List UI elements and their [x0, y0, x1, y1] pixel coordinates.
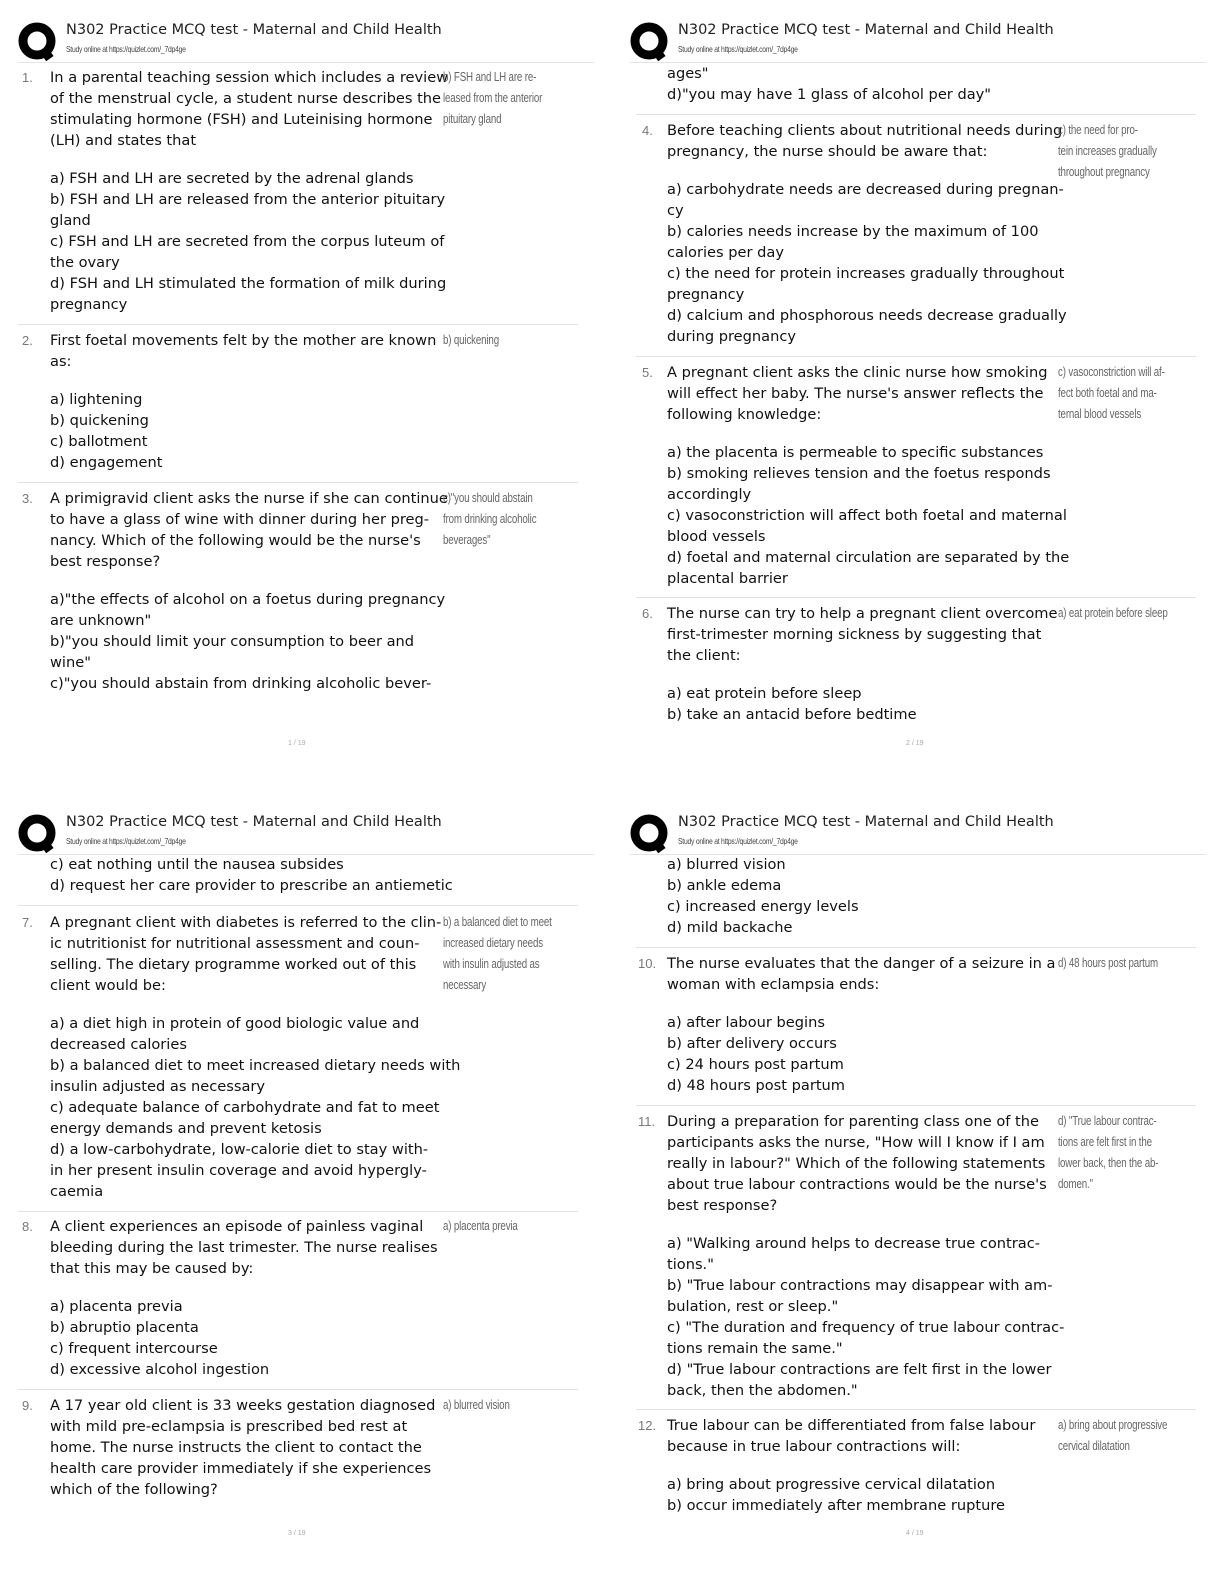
- document-title: N302 Practice MCQ test - Maternal and Child Health: [66, 814, 442, 830]
- question-text: The nurse evaluates that the danger of a seizure in a: [667, 955, 1056, 972]
- question-text: A 17 year old client is 33 weeks gestation diagnosed: [50, 1397, 436, 1414]
- option-a: a) after labour begins: [667, 1014, 825, 1031]
- option-c: tions remain the same.": [667, 1340, 843, 1357]
- answer-text: tein increases gradually: [1058, 144, 1157, 158]
- option-a: a) a diet high in protein of good biologic value and: [50, 1015, 420, 1032]
- answer-text: throughout pregnancy: [1058, 165, 1150, 179]
- answer-text: d) "True labour contrac-: [1058, 1114, 1157, 1128]
- question-divider: [636, 947, 1196, 948]
- question-text: A pregnant client asks the clinic nurse how smoking: [667, 364, 1048, 381]
- question-text: client would be:: [50, 977, 166, 994]
- option-b: b) smoking relieves tension and the foetus responds: [667, 465, 1051, 482]
- option-c: pregnancy: [667, 286, 745, 303]
- answer-text: a) eat protein before sleep: [1058, 606, 1168, 620]
- option-d: d) mild backache: [667, 919, 793, 936]
- question-text: selling. The dietary programme worked out of this: [50, 956, 417, 973]
- page-3: [0, 792, 612, 1584]
- option-b: b) quickening: [50, 412, 149, 429]
- option-b: b) abruptio placenta: [50, 1319, 199, 1336]
- question-text: that this may be caused by:: [50, 1260, 254, 1277]
- question-divider: [18, 1211, 578, 1212]
- question-divider: [636, 356, 1196, 357]
- option-a: a) placenta previa: [50, 1298, 183, 1315]
- option-c: c)"you should abstain from drinking alcoholic bever-: [50, 675, 432, 692]
- option-d: d) request her care provider to prescribe an antiemetic: [50, 877, 453, 894]
- answer-text: a) bring about progressive: [1058, 1418, 1168, 1432]
- answer-text: ternal blood vessels: [1058, 407, 1142, 421]
- page-2: [612, 0, 1224, 792]
- answer-text: from drinking alcoholic: [443, 512, 537, 526]
- option-c: c) increased energy levels: [667, 898, 859, 915]
- option-b: b) after delivery occurs: [667, 1035, 837, 1052]
- question-text: health care provider immediately if she experiences: [50, 1460, 432, 1477]
- question-text: to have a glass of wine with dinner during her preg-: [50, 511, 430, 528]
- question-number: 3.: [22, 491, 33, 506]
- option-d: d)"you may have 1 glass of alcohol per day": [667, 86, 991, 103]
- option-a: a) lightening: [50, 391, 143, 408]
- continued-text: ages": [667, 65, 709, 82]
- option-d: back, then the abdomen.": [667, 1382, 858, 1399]
- question-text: participants asks the nurse, "How will I know if I am: [667, 1134, 1045, 1151]
- option-b: b) ankle edema: [667, 877, 782, 894]
- option-d: d) FSH and LH stimulated the formation of milk during: [50, 275, 447, 292]
- quizlet-logo-icon: [630, 22, 670, 62]
- question-text: stimulating hormone (FSH) and Luteinising hormone: [50, 111, 433, 128]
- option-d: placental barrier: [667, 570, 788, 587]
- option-d: d) calcium and phosphorous needs decrease gradually: [667, 307, 1067, 324]
- option-c: c) FSH and LH are secreted from the corpus luteum of: [50, 233, 445, 250]
- option-a: a) the placenta is permeable to specific substances: [667, 444, 1044, 461]
- answer-text: c) the need for pro-: [1058, 123, 1138, 137]
- page-number: 2 / 19: [906, 740, 924, 747]
- question-text: about true labour contractions would be the nurse's: [667, 1176, 1047, 1193]
- option-b: wine": [50, 654, 91, 671]
- question-text: home. The nurse instructs the client to contact the: [50, 1439, 422, 1456]
- question-number: 6.: [642, 606, 653, 621]
- question-text: as:: [50, 353, 72, 370]
- option-b: accordingly: [667, 486, 752, 503]
- option-b: b) FSH and LH are released from the anterior pituitary: [50, 191, 446, 208]
- option-c: c) 24 hours post partum: [667, 1056, 844, 1073]
- question-text: will effect her baby. The nurse's answer reflects the: [667, 385, 1044, 402]
- header-divider: [18, 62, 594, 63]
- page-number: 1 / 19: [288, 740, 306, 747]
- question-text: nancy. Which of the following would be the nurse's: [50, 532, 421, 549]
- answer-text: cervical dilatation: [1058, 1439, 1130, 1453]
- question-text: woman with eclampsia ends:: [667, 976, 880, 993]
- answer-text: b) FSH and LH are re-: [443, 70, 537, 84]
- option-c: c) adequate balance of carbohydrate and fat to meet: [50, 1099, 440, 1116]
- option-c: c) the need for protein increases gradually throughout: [667, 265, 1065, 282]
- page-1: [0, 0, 612, 792]
- option-d: d) foetal and maternal circulation are separated by the: [667, 549, 1070, 566]
- option-b: b) take an antacid before bedtime: [667, 706, 917, 723]
- option-c: c) frequent intercourse: [50, 1340, 218, 1357]
- question-text: During a preparation for parenting class one of the: [667, 1113, 1040, 1130]
- question-number: 4.: [642, 123, 653, 138]
- option-b: b)"you should limit your consumption to beer and: [50, 633, 415, 650]
- question-divider: [18, 324, 578, 325]
- answer-text: domen.": [1058, 1177, 1093, 1191]
- question-text: best response?: [50, 553, 161, 570]
- study-online-link[interactable]: Study online at https://quizlet.com/_7dp4ge: [678, 44, 798, 54]
- answer-text: pituitary gland: [443, 112, 502, 126]
- option-b: b) occur immediately after membrane rupture: [667, 1497, 1006, 1514]
- study-online-link[interactable]: Study online at https://quizlet.com/_7dp4ge: [678, 836, 798, 846]
- question-text: first-trimester morning sickness by suggesting that: [667, 626, 1042, 643]
- question-text: ic nutritionist for nutritional assessment and coun-: [50, 935, 420, 952]
- document-title: N302 Practice MCQ test - Maternal and Child Health: [66, 22, 442, 38]
- question-text: A primigravid client asks the nurse if she can continue: [50, 490, 448, 507]
- option-b: b) calories needs increase by the maximum of 100: [667, 223, 1039, 240]
- question-text: (LH) and states that: [50, 132, 197, 149]
- question-divider: [636, 597, 1196, 598]
- question-text: A pregnant client with diabetes is referred to the clin-: [50, 914, 442, 931]
- question-text: really in labour?" Which of the following statements: [667, 1155, 1046, 1172]
- question-text: pregnancy, the nurse should be aware that:: [667, 143, 988, 160]
- page-number: 4 / 19: [906, 1530, 924, 1537]
- answer-text: c) vasoconstriction will af-: [1058, 365, 1165, 379]
- answer-text: necessary: [443, 978, 487, 992]
- question-text: A client experiences an episode of painless vaginal: [50, 1218, 424, 1235]
- option-a: a) eat protein before sleep: [667, 685, 862, 702]
- page-number: 3 / 19: [288, 1530, 306, 1537]
- question-number: 11.: [638, 1114, 656, 1129]
- option-d: during pregnancy: [667, 328, 797, 345]
- question-number: 12.: [638, 1418, 657, 1433]
- option-a: cy: [667, 202, 684, 219]
- option-a: tions.": [667, 1256, 714, 1273]
- answer-text: c)"you should abstain: [443, 491, 533, 505]
- option-c: c) eat nothing until the nausea subsides: [50, 856, 344, 873]
- answer-text: leased from the anterior: [443, 91, 543, 105]
- study-online-link[interactable]: Study online at https://quizlet.com/_7dp4ge: [66, 836, 186, 846]
- option-a: a) blurred vision: [667, 856, 786, 873]
- answer-text: increased dietary needs: [443, 936, 543, 950]
- question-number: 9.: [22, 1398, 33, 1413]
- option-b: b) a balanced diet to meet increased dietary needs with: [50, 1057, 461, 1074]
- option-c: the ovary: [50, 254, 120, 271]
- question-divider: [18, 905, 578, 906]
- question-text: True labour can be differentiated from false labour: [667, 1417, 1036, 1434]
- answer-text: a) blurred vision: [443, 1398, 510, 1412]
- quizlet-logo-icon: [18, 814, 58, 854]
- question-divider: [636, 1105, 1196, 1106]
- question-text: In a parental teaching session which includes a review: [50, 69, 449, 86]
- question-number: 10.: [638, 956, 657, 971]
- question-divider: [636, 114, 1196, 115]
- option-d: d) 48 hours post partum: [667, 1077, 846, 1094]
- option-a: a)"the effects of alcohol on a foetus during pregnancy: [50, 591, 446, 608]
- answer-text: tions are felt first in the: [1058, 1135, 1152, 1149]
- option-c: energy demands and prevent ketosis: [50, 1120, 322, 1137]
- option-b: b) "True labour contractions may disappear with am-: [667, 1277, 1053, 1294]
- question-number: 5.: [642, 365, 653, 380]
- quizlet-logo-icon: [18, 22, 58, 62]
- option-d: d) "True labour contractions are felt first in the lower: [667, 1361, 1052, 1378]
- question-text: Before teaching clients about nutritional needs during: [667, 122, 1063, 139]
- question-divider: [18, 482, 578, 483]
- option-c: blood vessels: [667, 528, 766, 545]
- question-divider: [636, 1409, 1196, 1410]
- question-divider: [18, 1389, 578, 1390]
- answer-text: b) quickening: [443, 333, 499, 347]
- question-number: 1.: [22, 70, 33, 85]
- answer-text: d) 48 hours post partum: [1058, 956, 1158, 970]
- option-a: are unknown": [50, 612, 152, 629]
- option-a: a) carbohydrate needs are decreased during pregnan-: [667, 181, 1064, 198]
- document-title: N302 Practice MCQ test - Maternal and Child Health: [678, 22, 1054, 38]
- option-d: in her present insulin coverage and avoid hypergly-: [50, 1162, 427, 1179]
- option-a: a) FSH and LH are secreted by the adrenal glands: [50, 170, 414, 187]
- answer-text: fect both foetal and ma-: [1058, 386, 1157, 400]
- answer-text: b) a balanced diet to meet: [443, 915, 552, 929]
- question-text: following knowledge:: [667, 406, 822, 423]
- option-b: calories per day: [667, 244, 784, 261]
- question-number: 8.: [22, 1219, 33, 1234]
- question-text: The nurse can try to help a pregnant client overcome: [667, 605, 1058, 622]
- answer-text: with insulin adjusted as: [443, 957, 540, 971]
- option-a: decreased calories: [50, 1036, 187, 1053]
- question-text: bleeding during the last trimester. The nurse realises: [50, 1239, 438, 1256]
- question-text: because in true labour contractions will:: [667, 1438, 961, 1455]
- option-c: c) ballotment: [50, 433, 148, 450]
- answer-text: lower back, then the ab-: [1058, 1156, 1159, 1170]
- option-d: d) engagement: [50, 454, 163, 471]
- option-d: d) excessive alcohol ingestion: [50, 1361, 270, 1378]
- option-b: insulin adjusted as necessary: [50, 1078, 266, 1095]
- quizlet-logo-icon: [630, 814, 670, 854]
- option-d: caemia: [50, 1183, 104, 1200]
- header-divider: [630, 62, 1206, 63]
- answer-text: beverages": [443, 533, 491, 547]
- option-c: c) vasoconstriction will affect both foetal and maternal: [667, 507, 1067, 524]
- option-c: c) "The duration and frequency of true labour contrac-: [667, 1319, 1065, 1336]
- question-text: best response?: [667, 1197, 778, 1214]
- question-text: which of the following?: [50, 1481, 218, 1498]
- document-title: N302 Practice MCQ test - Maternal and Child Health: [678, 814, 1054, 830]
- option-d: d) a low-carbohydrate, low-calorie diet to stay with-: [50, 1141, 429, 1158]
- answer-text: a) placenta previa: [443, 1219, 518, 1233]
- option-a: a) "Walking around helps to decrease true contrac-: [667, 1235, 1041, 1252]
- option-d: pregnancy: [50, 296, 128, 313]
- question-text: with mild pre-eclampsia is prescribed bed rest at: [50, 1418, 408, 1435]
- question-text: First foetal movements felt by the mother are known: [50, 332, 437, 349]
- question-text: the client:: [667, 647, 741, 664]
- study-online-link[interactable]: Study online at https://quizlet.com/_7dp4ge: [66, 44, 186, 54]
- option-b: bulation, rest or sleep.": [667, 1298, 839, 1315]
- page-4: [612, 792, 1224, 1584]
- question-text: of the menstrual cycle, a student nurse describes the: [50, 90, 442, 107]
- option-b: gland: [50, 212, 91, 229]
- question-number: 7.: [22, 915, 33, 930]
- question-number: 2.: [22, 333, 33, 348]
- option-a: a) bring about progressive cervical dilatation: [667, 1476, 996, 1493]
